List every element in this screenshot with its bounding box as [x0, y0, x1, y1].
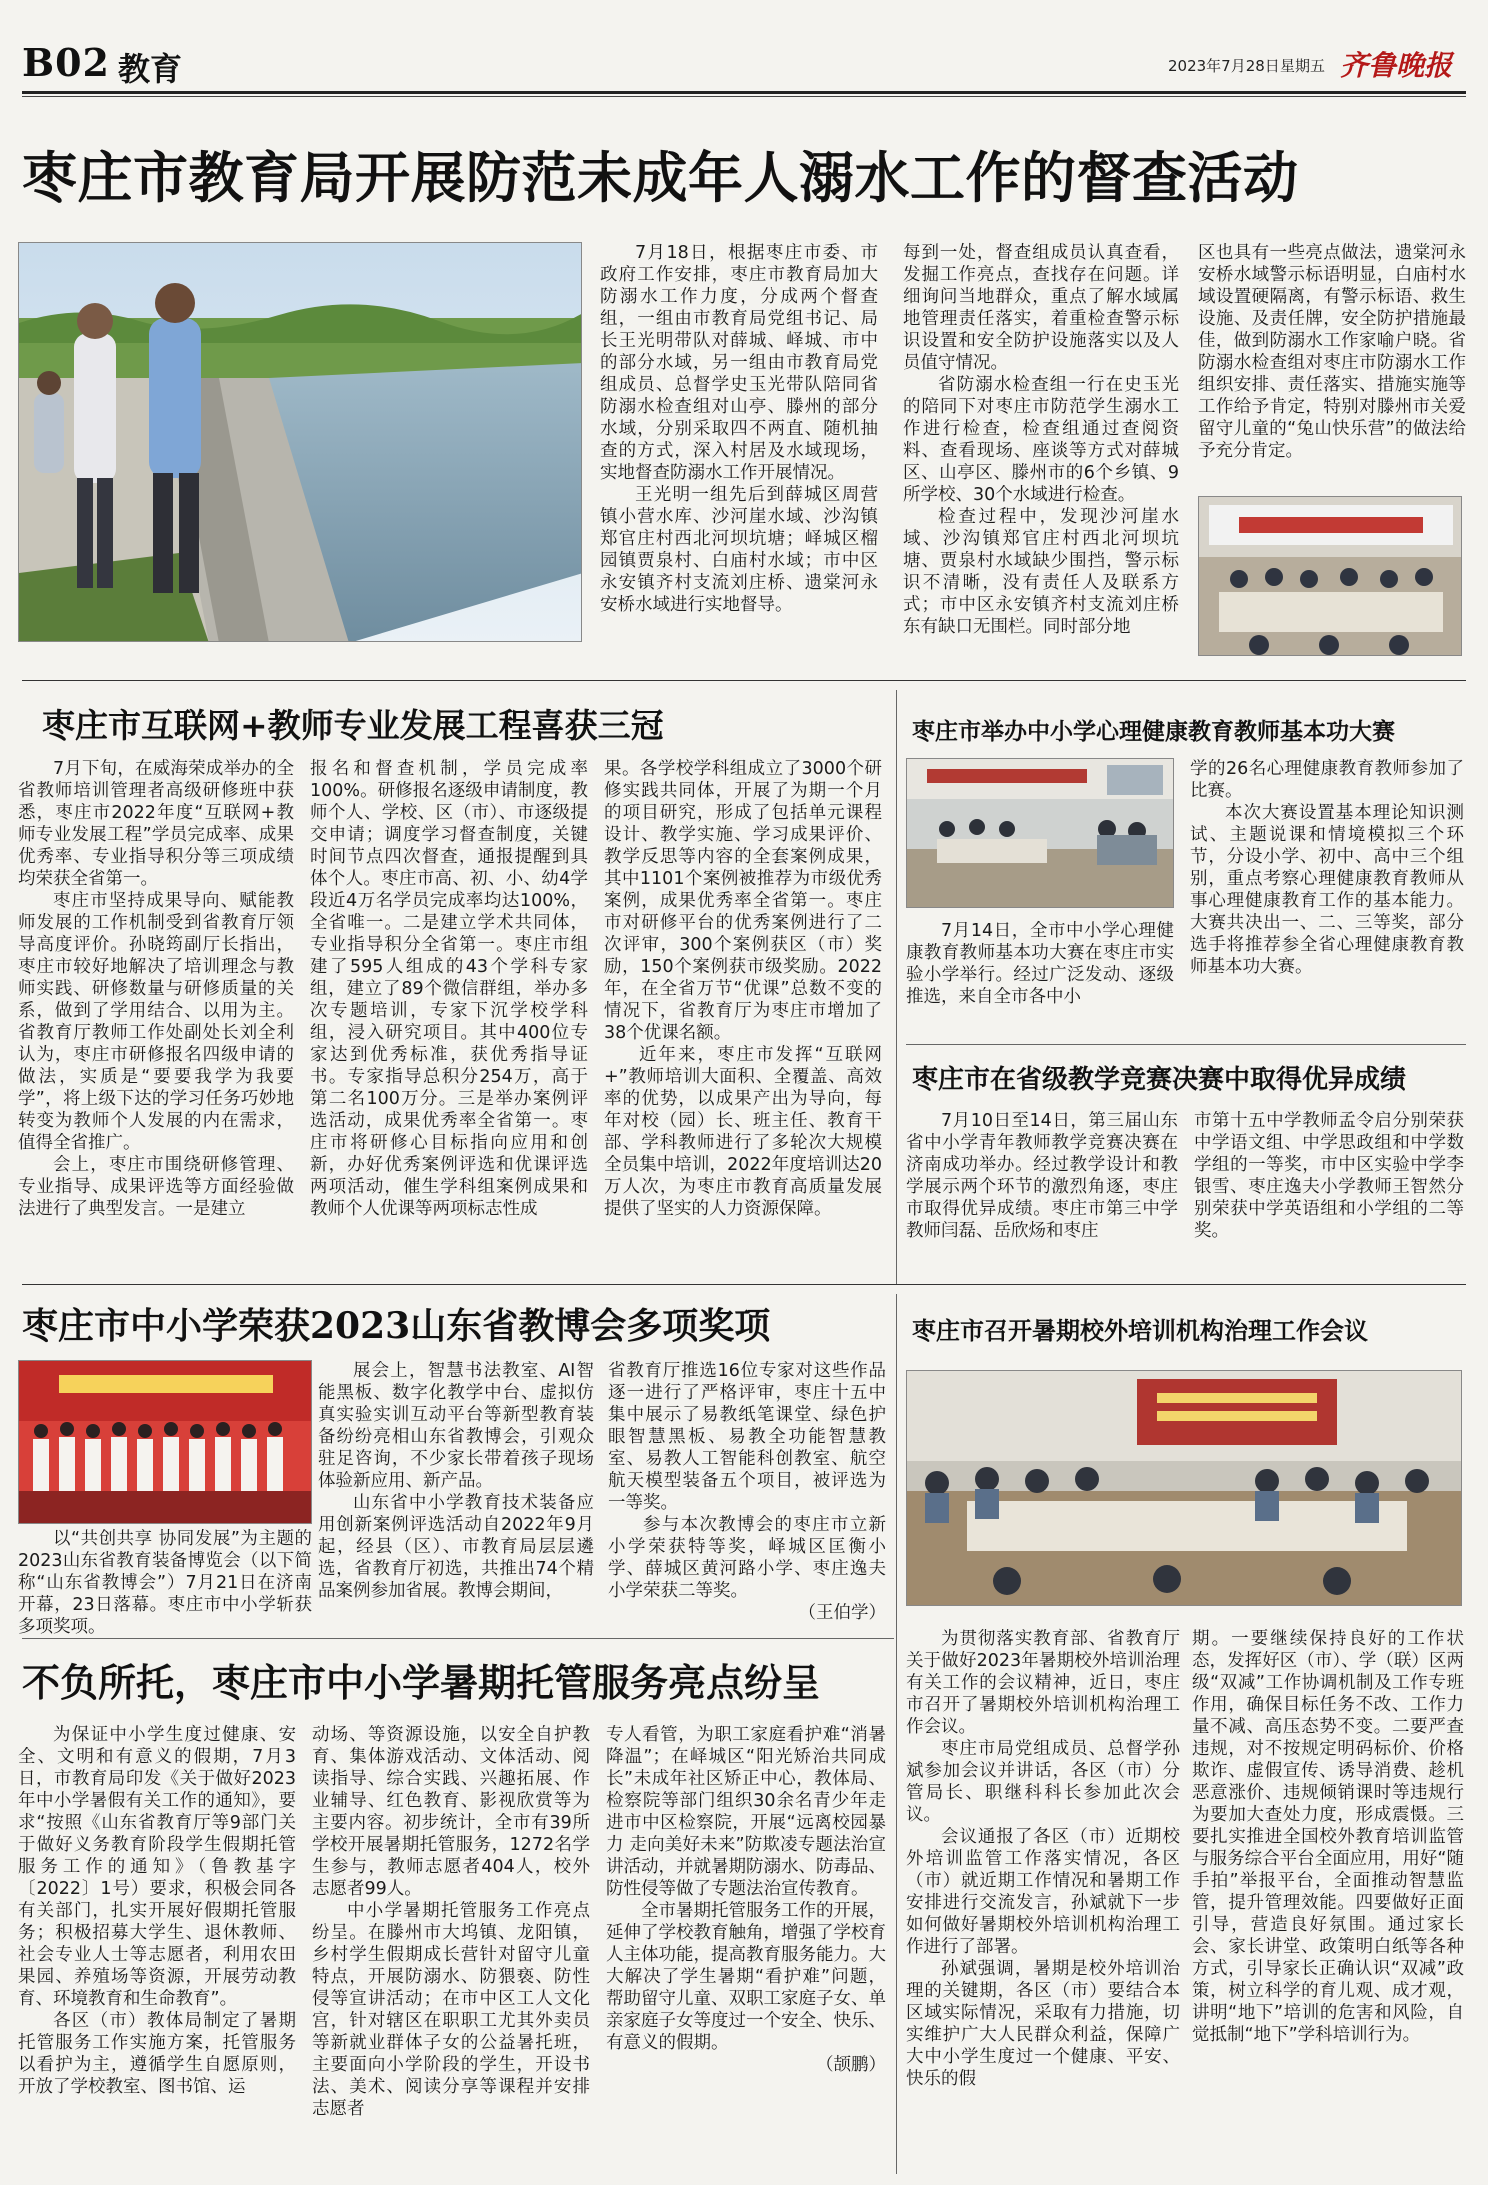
article7-col3-paragraph: 全市暑期托管服务工作的开展，延伸了学校教育触角，增强了学校育人主体功能，提高教育服务能力。大大解决了学生暑期“看护难”问题，帮助留守儿童、双职工家庭子女、单亲家庭子女等度过一个安全、快乐、有意义的假期。	[606, 1901, 886, 2053]
article7-byline: （颉鹏）	[816, 2055, 886, 2075]
photo-training-governance-meeting	[906, 1370, 1462, 1606]
article1-col1-paragraph: 王光明一组先后到薛城区周营镇小营水库、沙河崖水域、沙沟镇郑官庄村西北河坝坑塘；峄城区榴园镇贾泉村、白庙村水域；市中区永安镇齐村支流刘庄桥、遗棠河永安桥水域进行实地督导。	[600, 485, 878, 615]
newspaper-logo: 齐鲁晚报	[1340, 49, 1453, 82]
page-number: B02	[22, 40, 110, 85]
masthead-rule-thin	[22, 96, 1466, 97]
article1-column-1	[600, 242, 878, 616]
photo-teacher-competition	[906, 758, 1174, 908]
article7-column-1	[18, 1724, 296, 2098]
article5-col2-paragraph: 山东省中小学教育技术装备应用创新案例评选活动自2022年9月起，经县（区）、市教育局层层遴选，省教育厅初选，共推出74个精品案例参加省展。教博会期间，	[318, 1493, 594, 1601]
section-divider	[22, 680, 1466, 681]
article6-col2-paragraph: 期。一要继续保持良好的工作状态，发挥好区（市）、学（联）区两级“双减”工作协调机制及工作专班作用，确保目标任务不改、工作力量不减、高压态势不变。二要严查违规，对不按规定明码标价、价格欺诈、虚假宣传、诱导消费、趁机恶意涨价、违规倾销课时等违规行为要加大查处力度，形成震慑。三要扎实推进全国校外教育培训监管与服务综合平台全面应用，用好“随手拍”举报平台，全面推动智慧监管，提升管理效能。四要做好正面引导，营造良好氛围。通过家长会、家长讲堂、政策明白纸等各种方式，引导家长正确认识“双减”政策，树立科学的育儿观、成才观，讲明“地下”培训的危害和风险，自觉抵制“地下”学科培训行为。	[1192, 1629, 1464, 2045]
article5-column-1	[18, 1528, 312, 1638]
article7-col2-paragraph: 动场、等资源设施，以安全自护教育、集体游戏活动、文体活动、阅读指导、综合实践、兴趣拓展、作业辅导、红色教育、影视欣赏等为主要内容。初步统计，全市有39所学校开展暑期托管服务，1272名学生参与，教师志愿者404人，校外志愿者99人。	[312, 1725, 590, 1899]
article5-title: 枣庄市中小学荣获2023山东省教博会多项奖项	[22, 1305, 771, 1347]
section-divider	[906, 1044, 1466, 1045]
column-divider	[896, 690, 897, 1284]
photo-officials-inspecting-waterway	[18, 242, 582, 642]
article2-column-1	[18, 758, 294, 1220]
article6-column-2	[1192, 1628, 1464, 2046]
issue-date: 2023年7月28日	[1168, 57, 1280, 75]
article6-col1-paragraph: 为贯彻落实教育部、省教育厅关于做好2023年暑期校外培训治理有关工作的会议精神，近日，枣庄市召开了暑期校外培训机构治理工作会议。	[906, 1629, 1180, 1737]
article2-col1-paragraph: 7月下旬，在威海荣成举办的全省教师培训管理者高级研修班中获悉，枣庄市2022年度“互联网+教师专业发展工程”学员完成率、成果优秀率、专业指导积分等三项成绩均荣获全省第一。	[18, 759, 294, 889]
article1-col3-paragraph: 区也具有一些亮点做法，遗棠河永安桥水域警示标语明显，白庙村水域设置硬隔离，有警示标语、救生设施、及责任牌，安全防护措施最佳，做到防溺水工作家喻户晓。省防溺水检查组对枣庄市防溺水工作组织安排、责任落实、措施实施等工作给予肯定，特别对滕州市关爱留守儿童的“兔山快乐营”的做法给予充分肯定。	[1198, 243, 1466, 461]
photo-award-ceremony	[18, 1360, 312, 1524]
article1-col2-paragraph: 每到一处，督查组成员认真查看，发掘工作亮点，查找存在问题。详细询问当地群众，重点了解水域属地管理责任落实，着重检查警示标识设置和安全防护设施落实以及人员值守情况。	[903, 243, 1179, 373]
masthead-rule	[22, 91, 1466, 94]
photo-inspection-meeting-image	[1199, 497, 1462, 656]
article7-col1-paragraph: 为保证中小学生度过健康、安全、文明和有意义的假期，7月3日，市教育局印发《关于做好2023年中小学暑假有关工作的通知》，要求“按照《山东省教育厅等9部门关于做好义务教育阶段学生假期托管服务工作的通知》（鲁教基字〔2022〕1号）要求，积极会同各有关部门，扎实开展好假期托管服务；积极招募大学生、退休教师、社会专业人士等志愿者，利用农田果园、养殖场等资源，开展劳动教育、环境教育和生命教育”。	[18, 1725, 296, 2009]
article5-col1-paragraph: 以“共创共享 协同发展”为主题的2023山东省教育装备博览会（以下简称“山东省教博会”）7月21日在济南开幕，23日落幕。枣庄市中小学斩获多项奖项。	[18, 1529, 312, 1637]
article7-column-2	[312, 1724, 590, 2120]
article2-title: 枣庄市互联网+教师专业发展工程喜获三冠	[42, 706, 664, 745]
article2-col3-paragraph: 近年来，枣庄市发挥“互联网+”教师培训大面积、全覆盖、高效率的优势，以成果产出为导向，每年对校（园）长、班主任、教育干部、学科教师进行了多轮次大规模全员集中培训，2022年度培训达20万人次，为枣庄市教育高质量发展提供了坚实的人力资源保障。	[604, 1045, 882, 1219]
article5-column-2	[318, 1360, 594, 1602]
article5-col3-paragraph: 参与本次教博会的枣庄市立新小学荣获特等奖，峄城区匡衡小学、薛城区黄河路小学、枣庄逸夫小学荣获二等奖。	[608, 1515, 886, 1601]
article2-col1-paragraph: 枣庄市坚持成果导向、赋能教师发展的工作机制受到省教育厅领导高度评价。孙晓筠副厅长指出，枣庄市较好地解决了培训理念与教师实践、研修数量与研修质量的关系，做到了学用结合、以用为主。省教育厅教师工作处副处长刘全利认为，枣庄市研修报名四级申请的做法，实质是“要要我学为我要学”，将上级下达的学习任务巧妙地转变为教师个人发展的内在需求，值得全省推广。	[18, 891, 294, 1153]
photo-inspection-meeting	[1198, 496, 1462, 656]
article5-col3-paragraph: 省教育厅推选16位专家对这些作品逐一进行了严格评审，枣庄十五中集中展示了易教纸笔课堂、绿色护眼智慧黑板、易教全功能智慧教室、易教人工智能科创教室、航空航天模型装备五个项目，被评选为一等奖。	[608, 1361, 886, 1513]
article7-title: 不负所托，枣庄市中小学暑期托管服务亮点纷呈	[22, 1660, 821, 1705]
article7-col1-paragraph: 各区（市）教体局制定了暑期托管服务工作实施方案，托管服务以看护为主，遵循学生自愿原则，开放了学校教室、图书馆、运	[18, 2011, 296, 2097]
article7-column-3	[606, 1724, 886, 2076]
article2-column-2	[310, 758, 588, 1220]
article6-col1-paragraph: 孙斌强调，暑期是校外培训治理的关键期，各区（市）要结合本区域实际情况，采取有力措施，切实维护广大人民群众利益，保障广大中小学生度过一个健康、平安、快乐的假	[906, 1959, 1180, 2089]
article3-col2-paragraph: 本次大赛设置基本理论知识测试、主题说课和情境模拟三个环节，分设小学、初中、高中三个组别，重点考察心理健康教育教师从事心理健康教育工作的基本能力。大赛共决出一、二、三等奖，部分选手将推荐参全省心理健康教育教师基本功大赛。	[1190, 803, 1464, 977]
article3-col2-paragraph: 学的26名心理健康教育教师参加了比赛。	[1190, 759, 1464, 801]
article7-col3-paragraph: 专人看管，为职工家庭看护难“消暑降温”；在峄城区“阳光矫治共同成长”未成年社区矫正中心，教体局、检察院等部门组织30余名青少年走进市中区检察院，开展“远离校园暴力 走向美好未来”防欺凌专题法治宣讲活动，并就暑期防溺水、防毒品、防性侵等做了专题法治宣传教育。	[606, 1725, 886, 1899]
article1-title: 枣庄市教育局开展防范未成年人溺水工作的督查活动	[22, 145, 1299, 210]
article5-col2-paragraph: 展会上，智慧书法教室、AI智能黑板、数字化教学中台、虚拟仿真实验实训互动平台等新型教育装备纷纷亮相山东省教博会，引观众驻足咨询，不少家长带着孩子现场体验新应用、新产品。	[318, 1361, 594, 1491]
photo-teacher-competition-image	[907, 759, 1174, 908]
section-divider	[22, 1638, 894, 1639]
article1-col2-paragraph: 检查过程中，发现沙河崖水域、沙沟镇郑官庄村西北河坝坑塘、贾泉村水域缺少围挡，警示标识不清晰，没有责任人及联系方式；市中区永安镇齐村支流刘庄桥东有缺口无围栏。同时部分地	[903, 507, 1179, 637]
article4-col2-paragraph: 市第十五中学教师孟令启分别荣获中学语文组、中学思政组和中学数学组的一等奖，市中区实验中学李银雪、枣庄逸夫小学教师王智然分别荣获中学英语组和小学组的二等奖。	[1194, 1111, 1464, 1241]
article5-column-3	[608, 1360, 886, 1624]
section-divider	[22, 1284, 1466, 1285]
article3-column-2	[1190, 758, 1464, 978]
article6-col1-paragraph: 枣庄市局党组成员、总督学孙斌参加会议并讲话，各区（市）分管局长、职继科科长参加此次会议。	[906, 1739, 1180, 1825]
article2-column-3	[604, 758, 882, 1220]
issue-weekday: 星期五	[1280, 57, 1326, 75]
article1-column-2	[903, 242, 1179, 638]
article4-column-1	[906, 1110, 1178, 1242]
section-name: 教育	[118, 50, 183, 88]
article3-title: 枣庄市举办中小学心理健康教育教师基本功大赛	[912, 718, 1395, 745]
column-divider	[896, 1294, 897, 2174]
article6-column-1	[906, 1628, 1180, 2090]
article1-col2-paragraph: 省防溺水检查组一行在史玉光的陪同下对枣庄市防范学生溺水工作进行检查，检查组通过查阅资料、查看现场、座谈等方式对薛城区、山亭区、滕州市的6个乡镇、9所学校、30个水域进行检查。	[903, 375, 1179, 505]
article6-title: 枣庄市召开暑期校外培训机构治理工作会议	[912, 1316, 1368, 1345]
article2-col3-paragraph: 果。各学校学科组成立了3000个研修实践共同体，开展了为期一个月的项目研究，形成了包括单元课程设计、教学实施、学习成果评价、教学反思等内容的全套案例成果，其中1101个案例被推荐为市级优秀案例，成果优秀率全省第一。枣庄市对研修平台的优秀案例进行了二次评审，300个案例获区（市）奖励，150个案例获市级奖励。2022年，在全省万节“优课”总数不变的情况下，省教育厅为枣庄市增加了38个优课名额。	[604, 759, 882, 1043]
photo-officials-inspecting-waterway-image	[19, 243, 582, 642]
article2-col2-paragraph: 报名和督查机制，学员完成率100%。研修报名逐级申请制度，教师个人、学校、区（市）、市逐级提交申请；调度学习督查制度，关键时间节点四次督查，通报提醒到具体个人。枣庄市高、初、小、幼4学段近4万名学员完成率均达100%，全省唯一。二是建立学术共同体，专业指导积分全省第一。枣庄市组建了595人组成的43个学科专家组，建立了89个微信群组，举办多次专题培训，专家下沉学校学科组，浸入研究项目。其中400位专家达到优秀标准，获优秀指导证书。专家指导总积分254万，高于第二名100万分。三是举办案例评选活动，成果优秀率全省第一。枣庄市将研修心目标指向应用和创新，办好优秀案例评选和优课评选两项活动，催生学科组案例成果和教师个人优课等两项标志性成	[310, 759, 588, 1219]
article3-column-1	[906, 920, 1174, 1008]
article1-column-3	[1198, 242, 1466, 462]
article4-title: 枣庄市在省级教学竞赛决赛中取得优异成绩	[912, 1065, 1407, 1095]
article4-column-2	[1194, 1110, 1464, 1242]
article7-col2-paragraph: 中小学暑期托管服务工作亮点纷呈。在滕州市大坞镇、龙阳镇，乡村学生假期成长营针对留守儿童特点，开展防溺水、防猥亵、防性侵等宣讲活动；在市中区工人文化宫，针对辖区在职职工尤其外卖员等新就业群体子女的公益暑托班，主要面向小学阶段的学生，开设书法、美术、阅读分享等课程并安排志愿者	[312, 1901, 590, 2119]
article5-byline: （王伯学）	[798, 1603, 886, 1623]
article3-col1-paragraph: 7月14日，全市中小学心理健康教育教师基本功大赛在枣庄市实验小学举行。经过广泛发动、逐级推选，来自全市各中小	[906, 921, 1174, 1007]
article4-col1-paragraph: 7月10日至14日，第三届山东省中小学青年教师教学竞赛决赛在济南成功举办。经过教学设计和教学展示两个环节的激烈角逐，枣庄市取得优异成绩。枣庄市第三中学教师闫磊、岳欣炀和枣庄	[906, 1111, 1178, 1241]
article1-col1-paragraph: 7月18日，根据枣庄市委、市政府工作安排，枣庄市教育局加大防溺水工作力度，分成两个督查组，一组由市教育局党组书记、局长王光明带队对薛城、峄城、市中的部分水域，另一组由市教育局党组成员、总督学史玉光带队陪同省防溺水检查组对山亭、滕州的部分水域，分别采取四不两直、随机抽查的方式，深入村居及水域现场，实地督查防溺水工作开展情况。	[600, 243, 878, 483]
photo-training-governance-meeting-image	[907, 1371, 1462, 1606]
article6-col1-paragraph: 会议通报了各区（市）近期校外培训监管工作落实情况，各区（市）就近期工作情况和暑期工作安排进行交流发言，孙斌就下一步如何做好暑期校外培训机构治理工作进行了部署。	[906, 1827, 1180, 1957]
photo-award-ceremony-image	[19, 1361, 312, 1524]
article2-col1-paragraph: 会上，枣庄市围绕研修管理、专业指导、成果评选等方面经验做法进行了典型发言。一是建立	[18, 1155, 294, 1219]
